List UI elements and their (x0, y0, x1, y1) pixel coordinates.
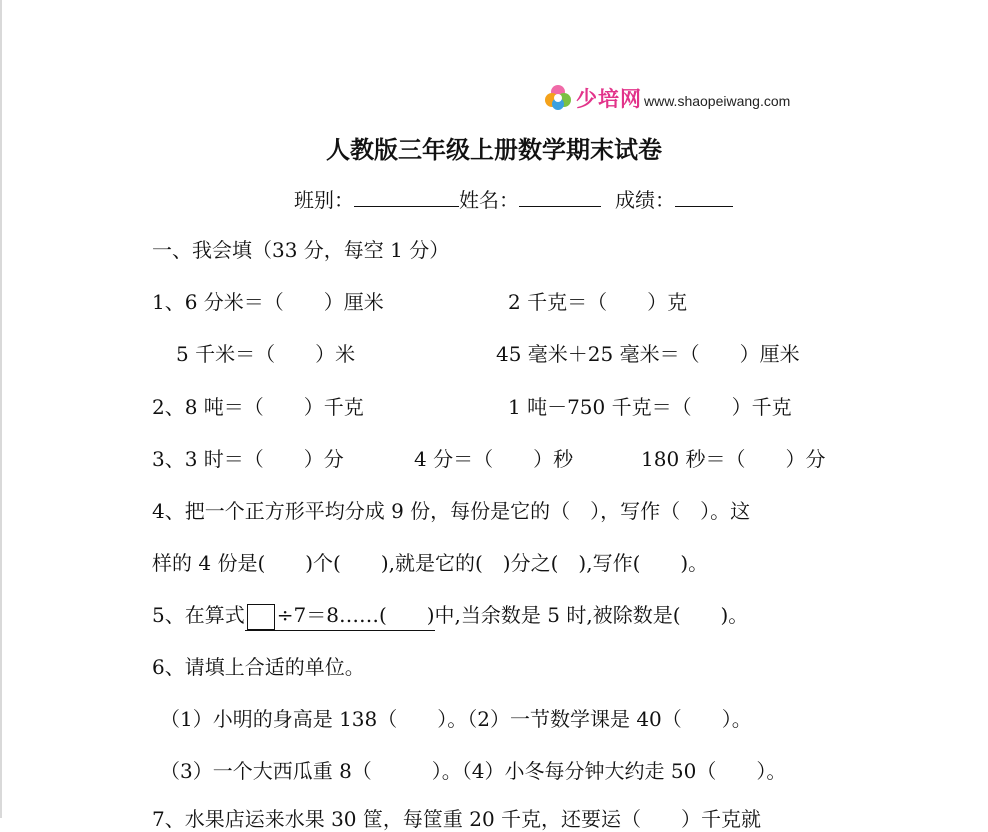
q3-part-b: 4 分＝（ ）秒 (414, 447, 574, 471)
score-blank (675, 186, 733, 207)
q2-part-a: 2、8 吨＝（ ）千克 (152, 395, 364, 419)
page-title: 人教版三年级上册数学期末试卷 (326, 136, 662, 164)
dividend-box (247, 604, 275, 630)
flower-logo-icon (543, 83, 573, 113)
q7-partial: 7、水果店运来水果 30 筐，每筐重 20 千克，还要运（ ）千克就 (152, 807, 762, 831)
q1-part-d: 45 毫米＋25 毫米＝（ ）厘米 (496, 342, 800, 366)
class-label: 班别： (294, 188, 354, 212)
q1-part-c: 5 千米＝（ ）米 (176, 342, 356, 366)
q5-mid: ÷7＝8……( ) (276, 603, 435, 627)
page-edge (0, 0, 2, 818)
q5-line (152, 602, 748, 631)
q3-part-c: 180 秒＝（ ）分 (641, 447, 826, 471)
student-info-row (294, 184, 733, 213)
q5-equation (245, 602, 435, 631)
class-blank (354, 186, 459, 207)
q5-prefix: 5、在算式 (152, 603, 245, 627)
q2-part-b: 1 吨－750 千克＝（ ）千克 (508, 395, 792, 419)
logo-brand: 少培网 (576, 87, 642, 111)
q6-line1: （1）小明的身高是 138（ ）。（2）一节数学课是 40（ ）。 (160, 707, 752, 731)
q4-line2: 样的 4 份是( )个( ),就是它的( )分之( ),写作( )。 (152, 551, 709, 575)
site-logo (543, 82, 790, 114)
q4-line1: 4、把一个正方形平均分成 9 份，每份是它的（ ），写作（ ）。这 (152, 499, 751, 523)
section-heading: 一、我会填（33 分，每空 1 分） (152, 238, 450, 262)
q1-part-a: 1、6 分米＝（ ）厘米 (152, 290, 384, 314)
q5-suffix: 中,当余数是 5 时,被除数是( )。 (434, 603, 749, 627)
score-label: 成绩： (615, 188, 675, 212)
name-blank (519, 186, 601, 207)
name-label: 姓名： (459, 188, 519, 212)
q1-part-b: 2 千克＝（ ）克 (508, 290, 688, 314)
q3-part-a: 3、3 时＝（ ）分 (152, 447, 344, 471)
logo-url: www.shaopeiwang.com (644, 93, 791, 109)
q6-line2: （3）一个大西瓜重 8（ ）。（4）小冬每分钟大约走 50（ ）。 (160, 759, 787, 783)
q6-heading: 6、请填上合适的单位。 (152, 655, 365, 679)
